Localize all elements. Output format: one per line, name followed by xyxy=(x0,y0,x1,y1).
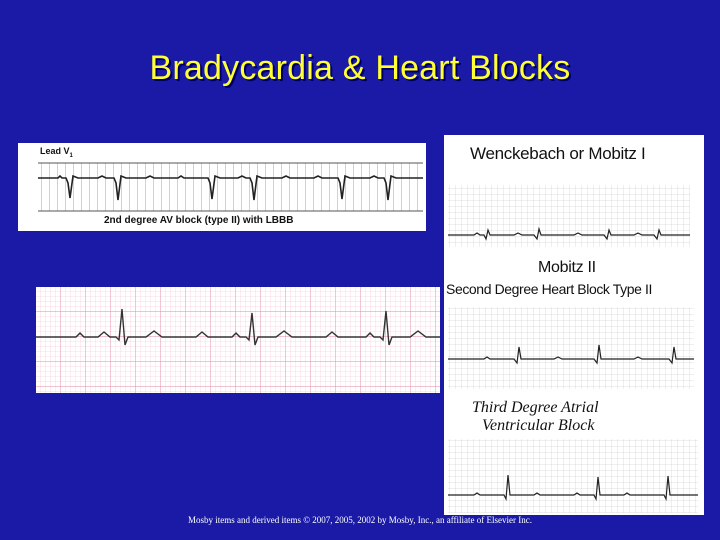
ecg-strip-pink-grid xyxy=(36,287,440,393)
copyright-footer: Mosby items and derived items © 2007, 2005, 2002 by Mosby, Inc., an affiliate of Elsevier Inc. xyxy=(187,515,533,525)
ecg-right-column-traces xyxy=(444,135,704,515)
third-degree-label-line2: Ventricular Block xyxy=(482,417,595,434)
third-degree-label-line1: Third Degree Atrial xyxy=(472,399,599,416)
lead-label xyxy=(40,146,73,159)
mobitz2-label-line2: Second Degree Heart Block Type II xyxy=(446,281,652,297)
wenckebach-label: Wenckebach or Mobitz I xyxy=(470,144,646,163)
lead-label-text: Lead V xyxy=(40,146,70,156)
slide-title: Bradycardia & Heart Blocks xyxy=(149,49,571,87)
lead-label-subscript: 1 xyxy=(69,152,73,159)
strip-caption: 2nd degree AV block (type II) with LBBB xyxy=(104,215,294,226)
ecg-pink-grid-trace xyxy=(36,287,440,393)
mobitz2-label-line1: Mobitz II xyxy=(538,259,596,276)
ecg-right-column xyxy=(444,135,704,515)
ecg-strip-lead-v1 xyxy=(18,143,426,231)
